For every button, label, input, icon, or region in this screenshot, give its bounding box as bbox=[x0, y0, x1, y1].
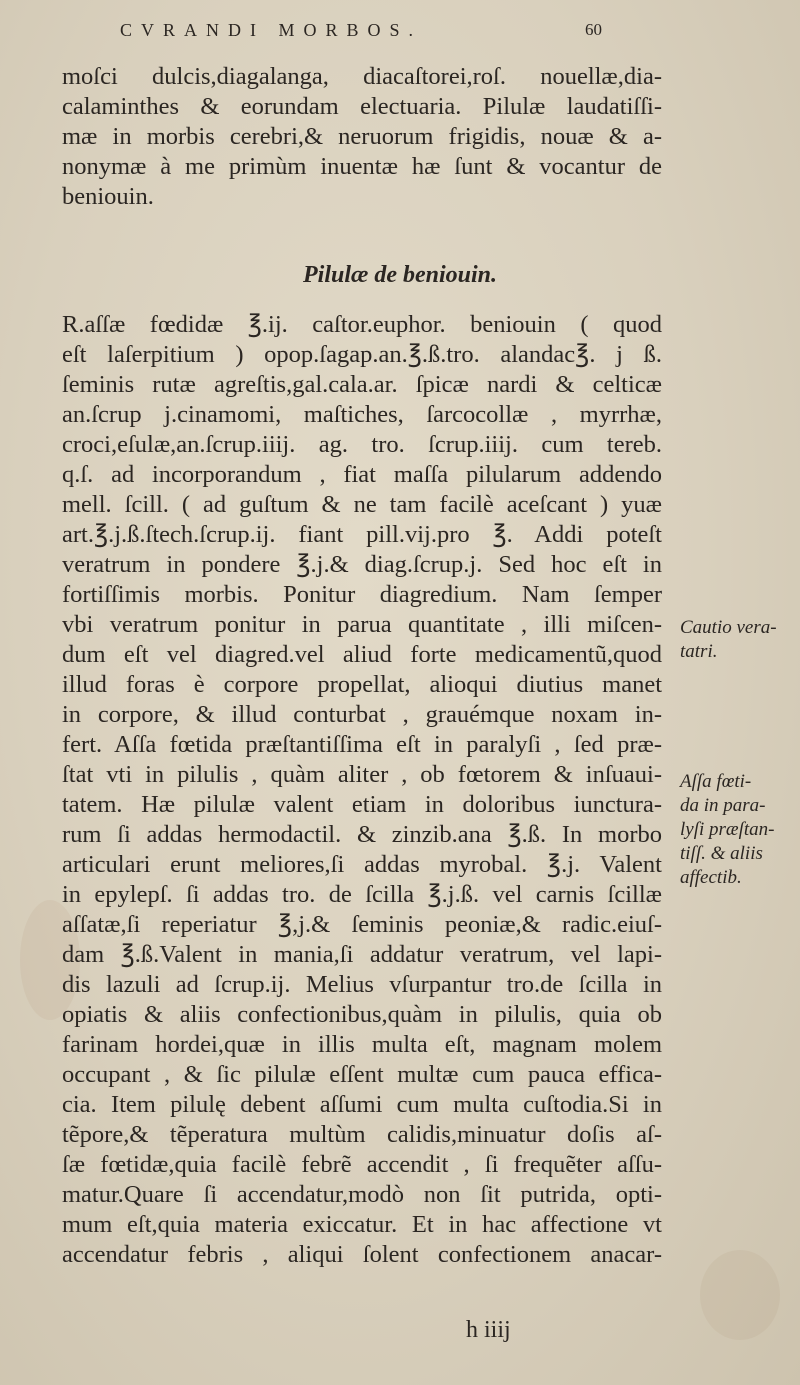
margin-note-line: Cautio vera- bbox=[680, 617, 777, 638]
text-line: aſſatæ,ſi reperiatur ℥,j.& ſeminis peoniæ,& radic.eiuſ- bbox=[62, 911, 662, 938]
text-line: croci,eſulæ,an.ſcrup.iiij. ag. tro. ſcrup.iiij. cum tereb. bbox=[62, 431, 662, 458]
text-line: ſtat vti in pilulis , quàm aliter , ob fœtorem & inſuaui- bbox=[62, 761, 662, 788]
text-line: nonymæ à me primùm inuentæ hæ ſunt & vocantur de bbox=[62, 153, 662, 180]
margin-note-assa-foetida bbox=[680, 770, 774, 890]
text-line: vbi veratrum ponitur in parua quantitate , illi miſcen- bbox=[62, 611, 662, 638]
text-line: art.℥.j.ß.ſtech.ſcrup.ij. fiant pill.vij.pro ℥. Addi poteſt bbox=[62, 521, 662, 548]
text-line: veratrum in pondere ℥.j.& diag.ſcrup.j. Sed hoc eſt in bbox=[62, 551, 662, 578]
text-line: tẽpore,& tẽperatura multùm calidis,minuatur doſis aſ- bbox=[62, 1121, 662, 1148]
text-line: cia. Item pilulę debent aſſumi cum multa cuſtodia.Si in bbox=[62, 1091, 662, 1118]
margin-note-line: Aſſa fœti- bbox=[680, 771, 752, 792]
text-line: fert. Aſſa fœtida præſtantiſſima eſt in paralyſi , ſed præ- bbox=[62, 731, 662, 758]
margin-note-line: affectib. bbox=[680, 867, 742, 888]
running-title: CVRANDI MORBOS. bbox=[120, 20, 423, 40]
section-title: Pilulæ de beniouin. bbox=[302, 262, 498, 288]
text-line: moſci dulcis,diagalanga, diacaſtorei,roſ. nouellæ,dia- bbox=[62, 63, 662, 90]
text-line: farinam hordei,quæ in illis multa eſt, magnam molem bbox=[62, 1031, 662, 1058]
text-line: tatem. Hæ pilulæ valent etiam in doloribus iunctura- bbox=[62, 791, 662, 818]
text-line: articulari erunt meliores,ſi addas myrobal. ℥.j. Valent bbox=[62, 851, 662, 878]
margin-note-cautio bbox=[680, 616, 777, 664]
text-line: ſeminis rutæ agreſtis,gal.cala.ar. ſpicæ nardi & celticæ bbox=[62, 371, 662, 398]
text-line: in corpore, & illud conturbat , grauémque noxam in- bbox=[62, 701, 662, 728]
text-line: an.ſcrup j.cinamomi, maſtiches, ſarcocollæ , myrrhæ, bbox=[62, 401, 662, 428]
text-line: ſæ fœtidæ,quia facilè febrẽ accendit , ſi frequẽter aſſu- bbox=[62, 1151, 662, 1178]
signature-mark: h iiij bbox=[466, 1317, 511, 1343]
margin-note-line: tatri. bbox=[680, 641, 718, 662]
text-line: illud foras è corpore propellat, alioqui diutius manet bbox=[62, 671, 662, 698]
text-line: fortiſſimis morbis. Ponitur diagredium. Nam ſemper bbox=[62, 581, 662, 608]
text-line: calaminthes & eorundam electuaria. Pilulæ laudatiſſi- bbox=[62, 93, 662, 120]
text-line: mum eſt,quia materia exiccatur. Et in hac affectione vt bbox=[62, 1211, 662, 1238]
text-line: R.aſſæ fœdidæ ℥.ij. caſtor.euphor. beniouin ( quod bbox=[62, 311, 662, 338]
text-line: beniouin. bbox=[62, 183, 154, 210]
text-line: eſt laſerpitium ) opop.ſagap.an.℥.ß.tro. alandac℥. j ß. bbox=[62, 341, 662, 368]
text-line: opiatis & aliis confectionibus,quàm in pilulis, quia ob bbox=[62, 1001, 662, 1028]
text-line: in epylepſ. ſi addas tro. de ſcilla ℥.j.ß. vel carnis ſcillæ bbox=[62, 881, 662, 908]
text-line: occupant , & ſic pilulæ eſſent multæ cum pauca effica- bbox=[62, 1061, 662, 1088]
text-line: mæ in morbis cerebri,& neruorum frigidis, nouæ & a- bbox=[62, 123, 662, 150]
folio-number: 60 bbox=[585, 20, 602, 39]
text-line: dis lazuli ad ſcrup.ij. Melius vſurpantur tro.de ſcilla in bbox=[62, 971, 662, 998]
text-line: rum ſi addas hermodactil. & zinzib.ana ℥.ß. In morbo bbox=[62, 821, 662, 848]
running-head bbox=[120, 20, 680, 46]
text-line: matur.Quare ſi accendatur,modò non ſit putrida, opti- bbox=[62, 1181, 662, 1208]
text-line: dam ℥.ß.Valent in mania,ſi addatur veratrum, vel lapi- bbox=[62, 941, 662, 968]
margin-note-line: da in para- bbox=[680, 795, 766, 816]
margin-note-line: tiſſ. & aliis bbox=[680, 843, 763, 864]
margin-note-line: lyſi præſtan- bbox=[680, 819, 775, 840]
text-line: mell. ſcill. ( ad guſtum & ne tam facilè aceſcant ) yuæ bbox=[62, 491, 662, 518]
paper-stain bbox=[700, 1250, 780, 1340]
text-line: accendatur febris , aliqui ſolent confectionem anacar- bbox=[62, 1241, 662, 1268]
text-line: q.ſ. ad incorporandum , fiat maſſa pilularum addendo bbox=[62, 461, 662, 488]
text-line: dum eſt vel diagred.vel aliud forte medicamentũ,quod bbox=[62, 641, 662, 668]
